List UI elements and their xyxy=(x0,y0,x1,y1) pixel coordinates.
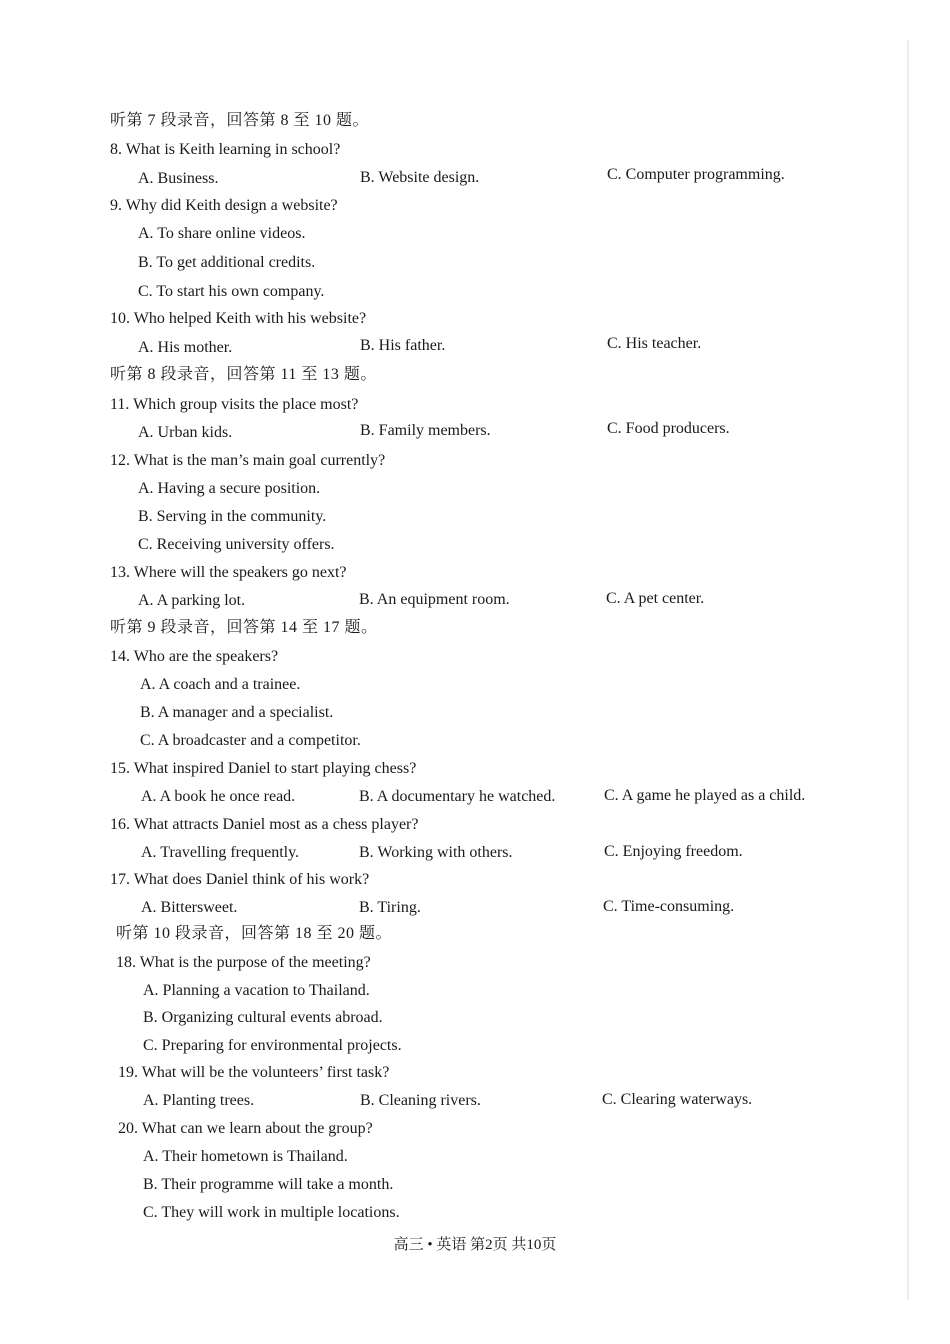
option-16-c: C. Enjoying freedom. xyxy=(604,843,743,860)
option-11-c: C. Food producers. xyxy=(607,420,730,437)
option-17-c: C. Time-consuming. xyxy=(603,898,735,915)
option-19-c: C. Clearing waterways. xyxy=(602,1091,753,1108)
option-8-b: B. Website design. xyxy=(360,169,480,186)
question-8: 8. What is Keith learning in school? xyxy=(110,141,341,158)
page-footer: 高三 • 英语 第2页 共10页 xyxy=(393,1237,557,1253)
option-9-a: A. To share online videos. xyxy=(138,225,306,242)
option-18-b: B. Organizing cultural events abroad. xyxy=(143,1009,383,1026)
question-16: 16. What attracts Daniel most as a chess player? xyxy=(110,816,419,833)
option-9-b: B. To get additional credits. xyxy=(138,254,316,271)
option-15-c: C. A game he played as a child. xyxy=(604,787,806,804)
option-14-a: A. A coach and a trainee. xyxy=(140,676,301,693)
option-12-b: B. Serving in the community. xyxy=(138,508,327,525)
option-16-b: B. Working with others. xyxy=(359,844,513,861)
option-14-c: C. A broadcaster and a competitor. xyxy=(140,732,361,749)
option-15-a: A. A book he once read. xyxy=(141,788,296,805)
option-8-a: A. Business. xyxy=(138,170,219,187)
section-header-9: 听第 9 段录音，回答第 14 至 17 题。 xyxy=(110,619,378,636)
question-19: 19. What will be the volunteers’ first task? xyxy=(118,1064,390,1081)
option-18-a: A. Planning a vacation to Thailand. xyxy=(143,982,370,999)
question-13: 13. Where will the speakers go next? xyxy=(110,564,347,581)
section-header-7: 听第 7 段录音，回答第 8 至 10 题。 xyxy=(110,112,370,129)
option-16-a: A. Travelling frequently. xyxy=(141,844,300,861)
option-11-b: B. Family members. xyxy=(360,422,491,439)
option-17-a: A. Bittersweet. xyxy=(141,899,238,916)
option-14-b: B. A manager and a specialist. xyxy=(140,704,334,721)
section-header-10: 听第 10 段录音，回答第 18 至 20 题。 xyxy=(116,925,393,942)
option-11-a: A. Urban kids. xyxy=(138,424,233,441)
option-10-c: C. His teacher. xyxy=(607,335,702,352)
option-19-b: B. Cleaning rivers. xyxy=(360,1092,481,1109)
option-10-a: A. His mother. xyxy=(138,339,233,356)
option-18-c: C. Preparing for environmental projects. xyxy=(143,1037,402,1054)
question-11: 11. Which group visits the place most? xyxy=(110,396,359,413)
option-17-b: B. Tiring. xyxy=(359,899,421,916)
option-13-a: A. A parking lot. xyxy=(138,592,246,609)
question-18: 18. What is the purpose of the meeting? xyxy=(116,954,371,971)
scan-edge xyxy=(907,40,909,1300)
option-20-b: B. Their programme will take a month. xyxy=(143,1176,394,1193)
question-20: 20. What can we learn about the group? xyxy=(118,1120,373,1137)
option-19-a: A. Planting trees. xyxy=(143,1092,255,1109)
option-12-a: A. Having a secure position. xyxy=(138,480,321,497)
question-9: 9. Why did Keith design a website? xyxy=(110,197,338,214)
option-15-b: B. A documentary he watched. xyxy=(359,788,556,805)
section-header-8: 听第 8 段录音，回答第 11 至 13 题。 xyxy=(110,366,377,383)
question-12: 12. What is the man’s main goal currently? xyxy=(110,452,386,469)
question-14: 14. Who are the speakers? xyxy=(110,648,279,665)
option-13-b: B. An equipment room. xyxy=(359,591,510,608)
question-10: 10. Who helped Keith with his website? xyxy=(110,310,367,327)
question-17: 17. What does Daniel think of his work? xyxy=(110,871,370,888)
option-13-c: C. A pet center. xyxy=(606,590,705,607)
option-12-c: C. Receiving university offers. xyxy=(138,536,335,553)
option-10-b: B. His father. xyxy=(360,337,446,354)
option-20-a: A. Their hometown is Thailand. xyxy=(143,1148,348,1165)
option-9-c: C. To start his own company. xyxy=(138,283,325,300)
question-15: 15. What inspired Daniel to start playing chess? xyxy=(110,760,417,777)
option-8-c: C. Computer programming. xyxy=(607,166,785,183)
option-20-c: C. They will work in multiple locations. xyxy=(143,1204,400,1221)
